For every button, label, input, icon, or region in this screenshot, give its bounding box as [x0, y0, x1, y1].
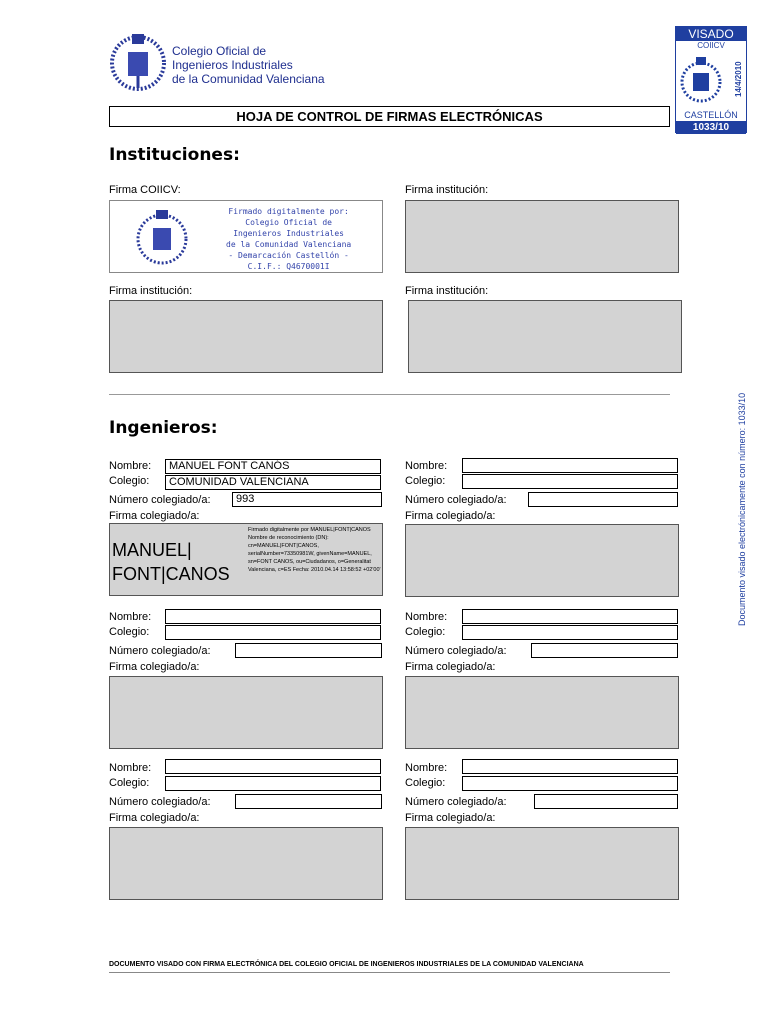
- numero-colegiado-label: Número colegiado/a:: [109, 494, 211, 506]
- firma-colegiado-label: Firma colegiado/a:: [109, 510, 200, 522]
- numero-colegiado-label: Número colegiado/a:: [109, 645, 211, 657]
- firma-colegiado-label: Firma colegiado/a:: [109, 812, 200, 824]
- firma-institucion-label-3: Firma institución:: [405, 285, 489, 297]
- colegio-label: Colegio:: [109, 475, 150, 487]
- firma-colegiado-label: Firma colegiado/a:: [405, 661, 496, 673]
- coiicv-sig-line: C.I.F.: Q4670001I: [247, 262, 330, 271]
- visado-label: VISADO: [676, 27, 746, 41]
- coiicv-sig-line: - Demarcación Castellón -: [228, 251, 349, 260]
- colegio-label: Colegio:: [109, 777, 150, 789]
- side-visado-text: Documento visado electrónicamente con número: 1033/10: [737, 392, 747, 626]
- numero-colegiado-label: Número colegiado/a:: [405, 645, 507, 657]
- visado-number: 1033/10: [676, 121, 746, 134]
- nombre-label: Nombre:: [109, 460, 152, 472]
- numero-colegiado-field[interactable]: [531, 643, 678, 658]
- coiicv-seal-logo: [110, 30, 166, 92]
- nombre-label: Nombre:: [109, 611, 152, 623]
- nombre-field[interactable]: [462, 458, 678, 473]
- org-line-1: Colegio Oficial de: [172, 44, 267, 58]
- numero-colegiado-label: Número colegiado/a:: [405, 796, 507, 808]
- org-line-3: de la Comunidad Valenciana: [172, 72, 325, 86]
- coiicv-sig-line: Ingenieros Industriales: [233, 229, 344, 238]
- colegio-field[interactable]: COMUNIDAD VALENCIANA: [165, 475, 381, 490]
- colegio-field[interactable]: [462, 776, 678, 791]
- coiicv-signature-text: [226, 206, 351, 272]
- firma-institucion-box-1[interactable]: [405, 200, 679, 273]
- colegio-label: Colegio:: [405, 626, 446, 638]
- colegio-field[interactable]: [462, 625, 678, 640]
- firma-coiicv-label: Firma COIICV:: [109, 184, 181, 196]
- signature-name-line-1: MANUEL|: [112, 540, 192, 560]
- numero-colegiado-field[interactable]: [528, 492, 678, 507]
- visado-city: CASTELLÓN: [684, 110, 738, 120]
- nombre-field[interactable]: [462, 609, 678, 624]
- firma-institucion-box-3[interactable]: [408, 300, 682, 373]
- colegio-field[interactable]: [165, 625, 381, 640]
- numero-colegiado-field[interactable]: [534, 794, 678, 809]
- signature-name-line-2: FONT|CANOS: [112, 564, 230, 584]
- coiicv-sig-line: de la Comunidad Valenciana: [226, 240, 352, 249]
- firma-colegiado-label: Firma colegiado/a:: [109, 661, 200, 673]
- coiicv-sig-line: Colegio Oficial de: [245, 218, 332, 227]
- colegio-label: Colegio:: [405, 475, 446, 487]
- nombre-label: Nombre:: [405, 460, 448, 472]
- engineer-signature-box: [109, 523, 383, 596]
- firma-colegiado-box[interactable]: [109, 827, 383, 900]
- page-title: HOJA DE CONTROL DE FIRMAS ELECTRÓNICAS: [109, 106, 670, 127]
- visado-stamp: [675, 26, 747, 133]
- footer-divider: [109, 972, 670, 973]
- organization-name: [172, 44, 325, 86]
- nombre-field[interactable]: [165, 609, 381, 624]
- org-line-2: Ingenieros Industriales: [172, 58, 293, 72]
- footer-text: DOCUMENTO VISADO CON FIRMA ELECTRÓNICA DEL COLEGIO OFICIAL DE INGENIEROS INDUSTRIALES DE LA COMUNIDAD VALENCIANA: [109, 961, 584, 968]
- colegio-field[interactable]: [462, 474, 678, 489]
- firma-colegiado-label: Firma colegiado/a:: [405, 510, 496, 522]
- section-divider: [109, 394, 670, 395]
- colegio-label: Colegio:: [405, 777, 446, 789]
- firma-institucion-label-1: Firma institución:: [405, 184, 489, 196]
- nombre-label: Nombre:: [405, 762, 448, 774]
- signature-details: Firmado digitalmente por MANUEL|FONT|CANOS Nombre de reconocimiento (DN): cn=MANUEL|FONT|CANOS, serialNumber=73350981W, givenName=MANUEL, sn=FONT CANOS, ou=Ciudadanos, o=Generalitat Valenciana, c=ES Fecha: 2010.04.14 13:58:52 +02'00': [248, 527, 381, 573]
- coiicv-signature-box: [109, 200, 383, 273]
- firma-colegiado-box[interactable]: [109, 676, 383, 749]
- firma-institucion-label-2: Firma institución:: [109, 285, 193, 297]
- instituciones-heading: Instituciones:: [109, 145, 240, 165]
- signature-name: [112, 538, 230, 586]
- colegio-label: Colegio:: [109, 626, 150, 638]
- numero-colegiado-label: Número colegiado/a:: [405, 494, 507, 506]
- coiicv-sig-line: Firmado digitalmente por:: [228, 207, 349, 216]
- numero-colegiado-field[interactable]: [235, 794, 382, 809]
- colegio-field[interactable]: [165, 776, 381, 791]
- firma-colegiado-box[interactable]: [405, 676, 679, 749]
- visado-org: COIICV: [697, 41, 725, 50]
- nombre-field[interactable]: [462, 759, 678, 774]
- coiicv-seal-icon: [136, 206, 188, 268]
- nombre-field[interactable]: MANUEL FONT CANÓS: [165, 459, 381, 474]
- numero-colegiado-field[interactable]: 993: [232, 492, 382, 507]
- visado-date: 14/4/2010: [734, 61, 743, 97]
- nombre-label: Nombre:: [405, 611, 448, 623]
- ingenieros-heading: Ingenieros:: [109, 418, 218, 438]
- visado-seal-icon: [680, 53, 722, 107]
- numero-colegiado-field[interactable]: [235, 643, 382, 658]
- firma-colegiado-label: Firma colegiado/a:: [405, 812, 496, 824]
- firma-institucion-box-2[interactable]: [109, 300, 383, 373]
- nombre-field[interactable]: [165, 759, 381, 774]
- nombre-label: Nombre:: [109, 762, 152, 774]
- firma-colegiado-box[interactable]: [405, 827, 679, 900]
- firma-colegiado-box[interactable]: [405, 524, 679, 597]
- numero-colegiado-label: Número colegiado/a:: [109, 796, 211, 808]
